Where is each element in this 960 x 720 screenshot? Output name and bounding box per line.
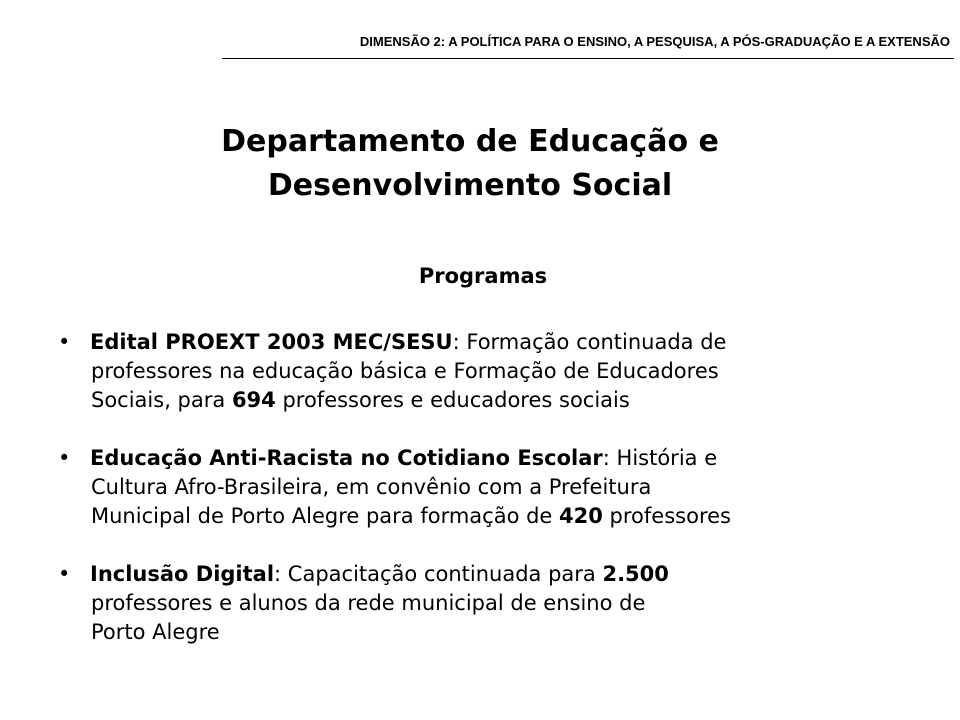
bullet-icon: • <box>58 562 71 586</box>
item-text: Municipal de Porto Alegre para formação de <box>91 504 560 528</box>
item-line: professores e alunos da rede municipal de ensino de <box>91 591 646 615</box>
participant-count: 420 <box>559 504 603 528</box>
program-list <box>58 328 938 676</box>
participant-count: 2.500 <box>602 562 669 586</box>
program-name: Edital PROEXT 2003 MEC/SESU <box>90 330 453 354</box>
item-line <box>90 386 938 415</box>
program-name: Inclusão Digital <box>90 562 275 586</box>
bullet-icon: • <box>58 330 71 354</box>
program-name: Educação Anti-Racista no Cotidiano Escolar <box>90 446 603 470</box>
list-item <box>58 560 938 647</box>
section-heading: Programas <box>418 264 548 288</box>
page-title <box>0 120 940 208</box>
item-line <box>90 328 938 357</box>
item-text: professores e educadores sociais <box>275 388 630 412</box>
item-line <box>90 502 938 531</box>
item-line <box>90 560 938 589</box>
item-text: : Capacitação continuada para <box>274 562 603 586</box>
bullet-icon: • <box>58 446 71 470</box>
item-line: professores na educação básica e Formação de Educadores <box>91 359 719 383</box>
item-line: Porto Alegre <box>91 620 220 644</box>
item-line <box>90 444 938 473</box>
title-line-2: Desenvolvimento Social <box>267 168 673 203</box>
header-text: DIMENSÃO 2: A POLÍTICA PARA O ENSINO, A PESQUISA, A PÓS-GRADUAÇÃO E A EXTENSÃO <box>359 34 950 49</box>
list-item <box>58 328 938 415</box>
item-text: professores <box>602 504 731 528</box>
item-line: Cultura Afro-Brasileira, em convênio com a Prefeitura <box>91 475 652 499</box>
participant-count: 694 <box>231 388 276 412</box>
list-item <box>58 444 938 531</box>
item-text: Sociais, para <box>91 388 232 412</box>
header-divider <box>222 58 954 59</box>
item-text: : História e <box>602 446 718 470</box>
title-line-1: Departamento de Educação e <box>221 124 719 159</box>
page-header <box>360 34 950 49</box>
item-text: : Formação continuada de <box>452 330 727 354</box>
